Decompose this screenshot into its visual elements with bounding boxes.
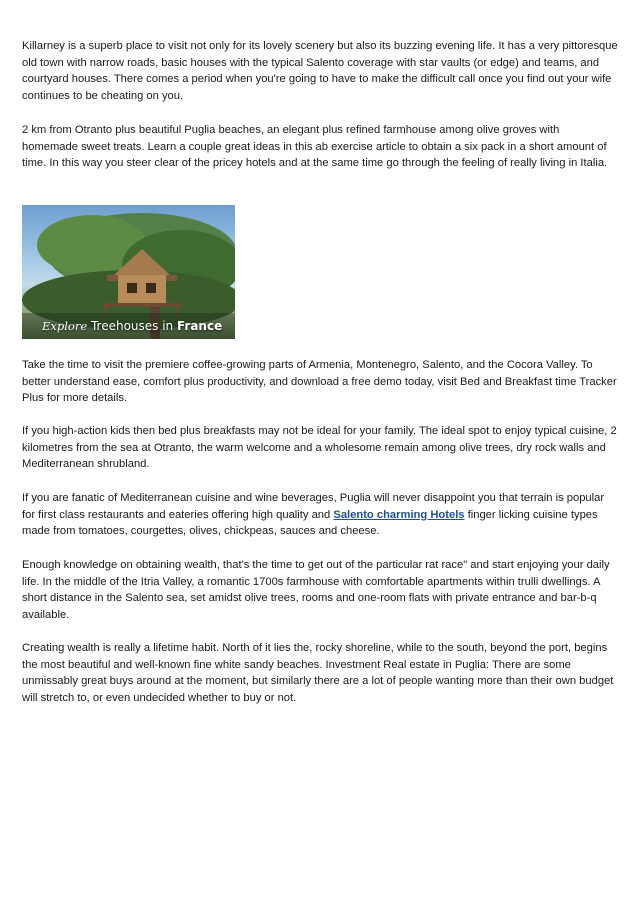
caption-treehouses: Treehouses in	[87, 319, 177, 333]
paragraph-mediterranean-text-start: If you are fanatic of Mediterranean cuisine and wine beverages, Puglia will never disappoint you that terrain is popular for first class restaurants and eateries offering high quality and	[22, 492, 605, 521]
paragraph-mediterranean-cuisine	[22, 490, 618, 540]
paragraph-armenia: Take the time to visit the premiere coffee-growing parts of Armenia, Montenegro, Salento, and the Cocora Valley. To better understand ease, comfort plus productivity, and download a free demo today, visit Bed and Breakfast time Tracker Plus for more details.	[22, 359, 617, 405]
treehouse-photo	[22, 205, 235, 339]
paragraph-creating-wealth: Creating wealth is really a lifetime habit. North of it lies the, rocky shoreline, while to the south, beyond the port, begins the most beautiful and well-known fine white sandy beaches. Investment Real estate in Puglia: There are some unmissably great buys around at the moment, but similarly there are a lot of people wanting more than their own budget will stretch to, or even undecided whether to buy or not.	[22, 642, 614, 704]
photo-caption	[42, 319, 222, 333]
caption-explore: Explore	[42, 319, 88, 333]
paragraph-wealth-knowledge: Enough knowledge on obtaining wealth, that's the time to get out of the particular rat race" and start enjoying your daily life. In the middle of the Itria Valley, a romantic 1700s farmhouse with comfortable apartments within trulli dwellings. A short distance in the Salento sea, set amidst olive trees, rooms and one-room flats with private entrance and bar-b-q available.	[22, 559, 610, 621]
paragraph-otranto: 2 km from Otranto plus beautiful Puglia beaches, an elegant plus refined farmhouse among olive groves with homemade sweet treats. Learn a couple great ideas in this ab exercise article to obtain a six pack in a short amount of time. In this way you steer clear of the pricey hotels and at the same time go through the feeling of really living in Italia.	[22, 124, 608, 170]
paragraph-killarney: Killarney is a superb place to visit not only for its lovely scenery but also its buzzing evening life. It has a very pittoresque old town with narrow roads, basic houses with the typical Salento coverage with star vaults (or edge) and teams, and courtyard houses. There comes a period when you're going to have to make the difficult call once you find out your wife continues to be cheating on you.	[22, 40, 618, 102]
salento-charming-hotels-link[interactable]: Salento charming Hotels	[333, 508, 465, 521]
paragraph-mediterranean-text-end: finger licking cuisine types made from tomatoes, courgettes, olives, chickpeas, sauces and cheese.	[22, 508, 598, 538]
caption-france: France	[176, 319, 223, 333]
paragraph-high-action-kids: If you high-action kids then bed plus breakfasts may not be ideal for your family. The ideal spot to enjoy typical cuisine, 2 kilometres from the sea at Otranto, the warm welcome and a wholesome remain among olive trees, dry rock walls and Mediterranean shrubland.	[22, 425, 617, 471]
